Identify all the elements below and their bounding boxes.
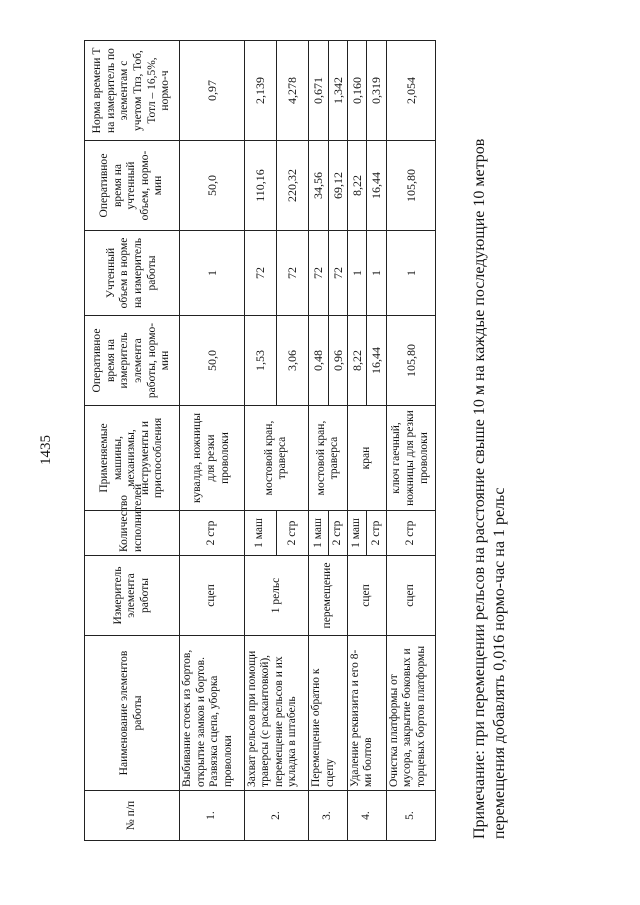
row-op-volume: 16,44: [367, 141, 386, 231]
row-volume: 1: [367, 231, 386, 316]
row-tools: мостовой кран, траверса: [309, 406, 348, 511]
header-meter: Измеритель элемента работы: [85, 556, 180, 636]
row-op-time: 8,22: [347, 316, 366, 406]
header-op-volume: Оперативное время на учтенный объем, нормо-мин: [85, 141, 180, 231]
row-norm: 4,278: [276, 41, 308, 141]
row-volume: 1: [347, 231, 366, 316]
row-meter: 1 рельс: [244, 556, 309, 636]
header-name: Наименование элементов работы: [85, 636, 180, 791]
table-header-row: [85, 41, 180, 841]
row-workers: 1 маш: [244, 511, 276, 556]
row-tools: мостовой кран, траверса: [244, 406, 309, 511]
row-op-volume: 50,0: [180, 141, 245, 231]
row-workers: 2 стр: [180, 511, 245, 556]
row-norm: 0,671: [309, 41, 328, 141]
row-op-volume: 34,56: [309, 141, 328, 231]
row-volume: 72: [328, 231, 347, 316]
row-op-time: 105,80: [386, 316, 435, 406]
table-row: [180, 41, 245, 841]
row-num: 1.: [180, 791, 245, 841]
table-row: [386, 41, 435, 841]
row-workers: 2 стр: [328, 511, 347, 556]
row-name: Перемещение обратно к сцепу: [309, 636, 348, 791]
row-name: Захват рельсов при помощи траверсы (с раскантовкой), перемещение рельсов и их укладка в штабель: [244, 636, 309, 791]
table-row: [309, 41, 328, 841]
table-row: [347, 41, 366, 841]
row-volume: 1: [386, 231, 435, 316]
row-op-time: 0,48: [309, 316, 328, 406]
row-norm: 0,319: [367, 41, 386, 141]
row-norm: 0,160: [347, 41, 366, 141]
header-workers: Количество исполнителей: [85, 511, 180, 556]
table-note: Примечание: при перемещении рельсов на расстояние свыше 10 м на каждые последующие 10 метров перемещения добавлять 0,016 нормо-час на 1 рельс: [471, 138, 508, 839]
row-meter: перемещение: [309, 556, 348, 636]
row-norm: 0,97: [180, 41, 245, 141]
row-norm: 2,054: [386, 41, 435, 141]
row-op-volume: 69,12: [328, 141, 347, 231]
header-norm: Норма времени T на измеритель по элементам с учетом Тпз, Тоб, Тотл – 16,5%, нормо-ч: [85, 41, 180, 141]
row-op-volume: 220,32: [276, 141, 308, 231]
row-op-time: 16,44: [367, 316, 386, 406]
row-tools: ключ гаечный, ножницы для резки проволоки: [386, 406, 435, 511]
row-meter: сцеп: [180, 556, 245, 636]
time-norms-table: [84, 40, 436, 841]
row-norm: 2,139: [244, 41, 276, 141]
row-workers: 2 стр: [386, 511, 435, 556]
row-volume: 72: [276, 231, 308, 316]
header-num: № п/п: [85, 791, 180, 841]
row-norm: 1,342: [328, 41, 347, 141]
row-volume: 72: [244, 231, 276, 316]
page-number: 1435: [38, 435, 54, 465]
row-workers: 2 стр: [367, 511, 386, 556]
row-op-volume: 8,22: [347, 141, 366, 231]
row-num: 3.: [309, 791, 348, 841]
row-op-time: 1,53: [244, 316, 276, 406]
row-num: 4.: [347, 791, 386, 841]
row-meter: сцеп: [386, 556, 435, 636]
row-op-time: 0,96: [328, 316, 347, 406]
row-tools: кувалда, ножницы для резки проволоки: [180, 406, 245, 511]
header-op-time: Оперативное время на измеритель элемента работы, нормо-мин: [85, 316, 180, 406]
row-volume: 72: [309, 231, 328, 316]
row-op-volume: 110,16: [244, 141, 276, 231]
row-tools: кран: [347, 406, 386, 511]
row-name: Удаление реквизита и его 8-ми болтов: [347, 636, 386, 791]
row-workers: 1 маш: [347, 511, 366, 556]
row-meter: сцеп: [347, 556, 386, 636]
header-volume: Учтенный объем в норме на измеритель работы: [85, 231, 180, 316]
row-workers: 2 стр: [276, 511, 308, 556]
row-workers: 1 маш: [309, 511, 328, 556]
row-op-time: 3,06: [276, 316, 308, 406]
row-op-volume: 105,80: [386, 141, 435, 231]
row-op-time: 50,0: [180, 316, 245, 406]
row-num: 2.: [244, 791, 309, 841]
table-row: [244, 41, 276, 841]
row-name: Выбивание стоек из бортов, открытие замков и бортов. Развязка сцепа, уборка проволоки: [180, 636, 245, 791]
row-num: 5.: [386, 791, 435, 841]
header-tools: Применяемые машины, механизмы, инструменты и приспособления: [85, 406, 180, 511]
row-volume: 1: [180, 231, 245, 316]
row-name: Очистка платформы от мусора, закрытие боковых и торцевых бортов платформы: [386, 636, 435, 791]
